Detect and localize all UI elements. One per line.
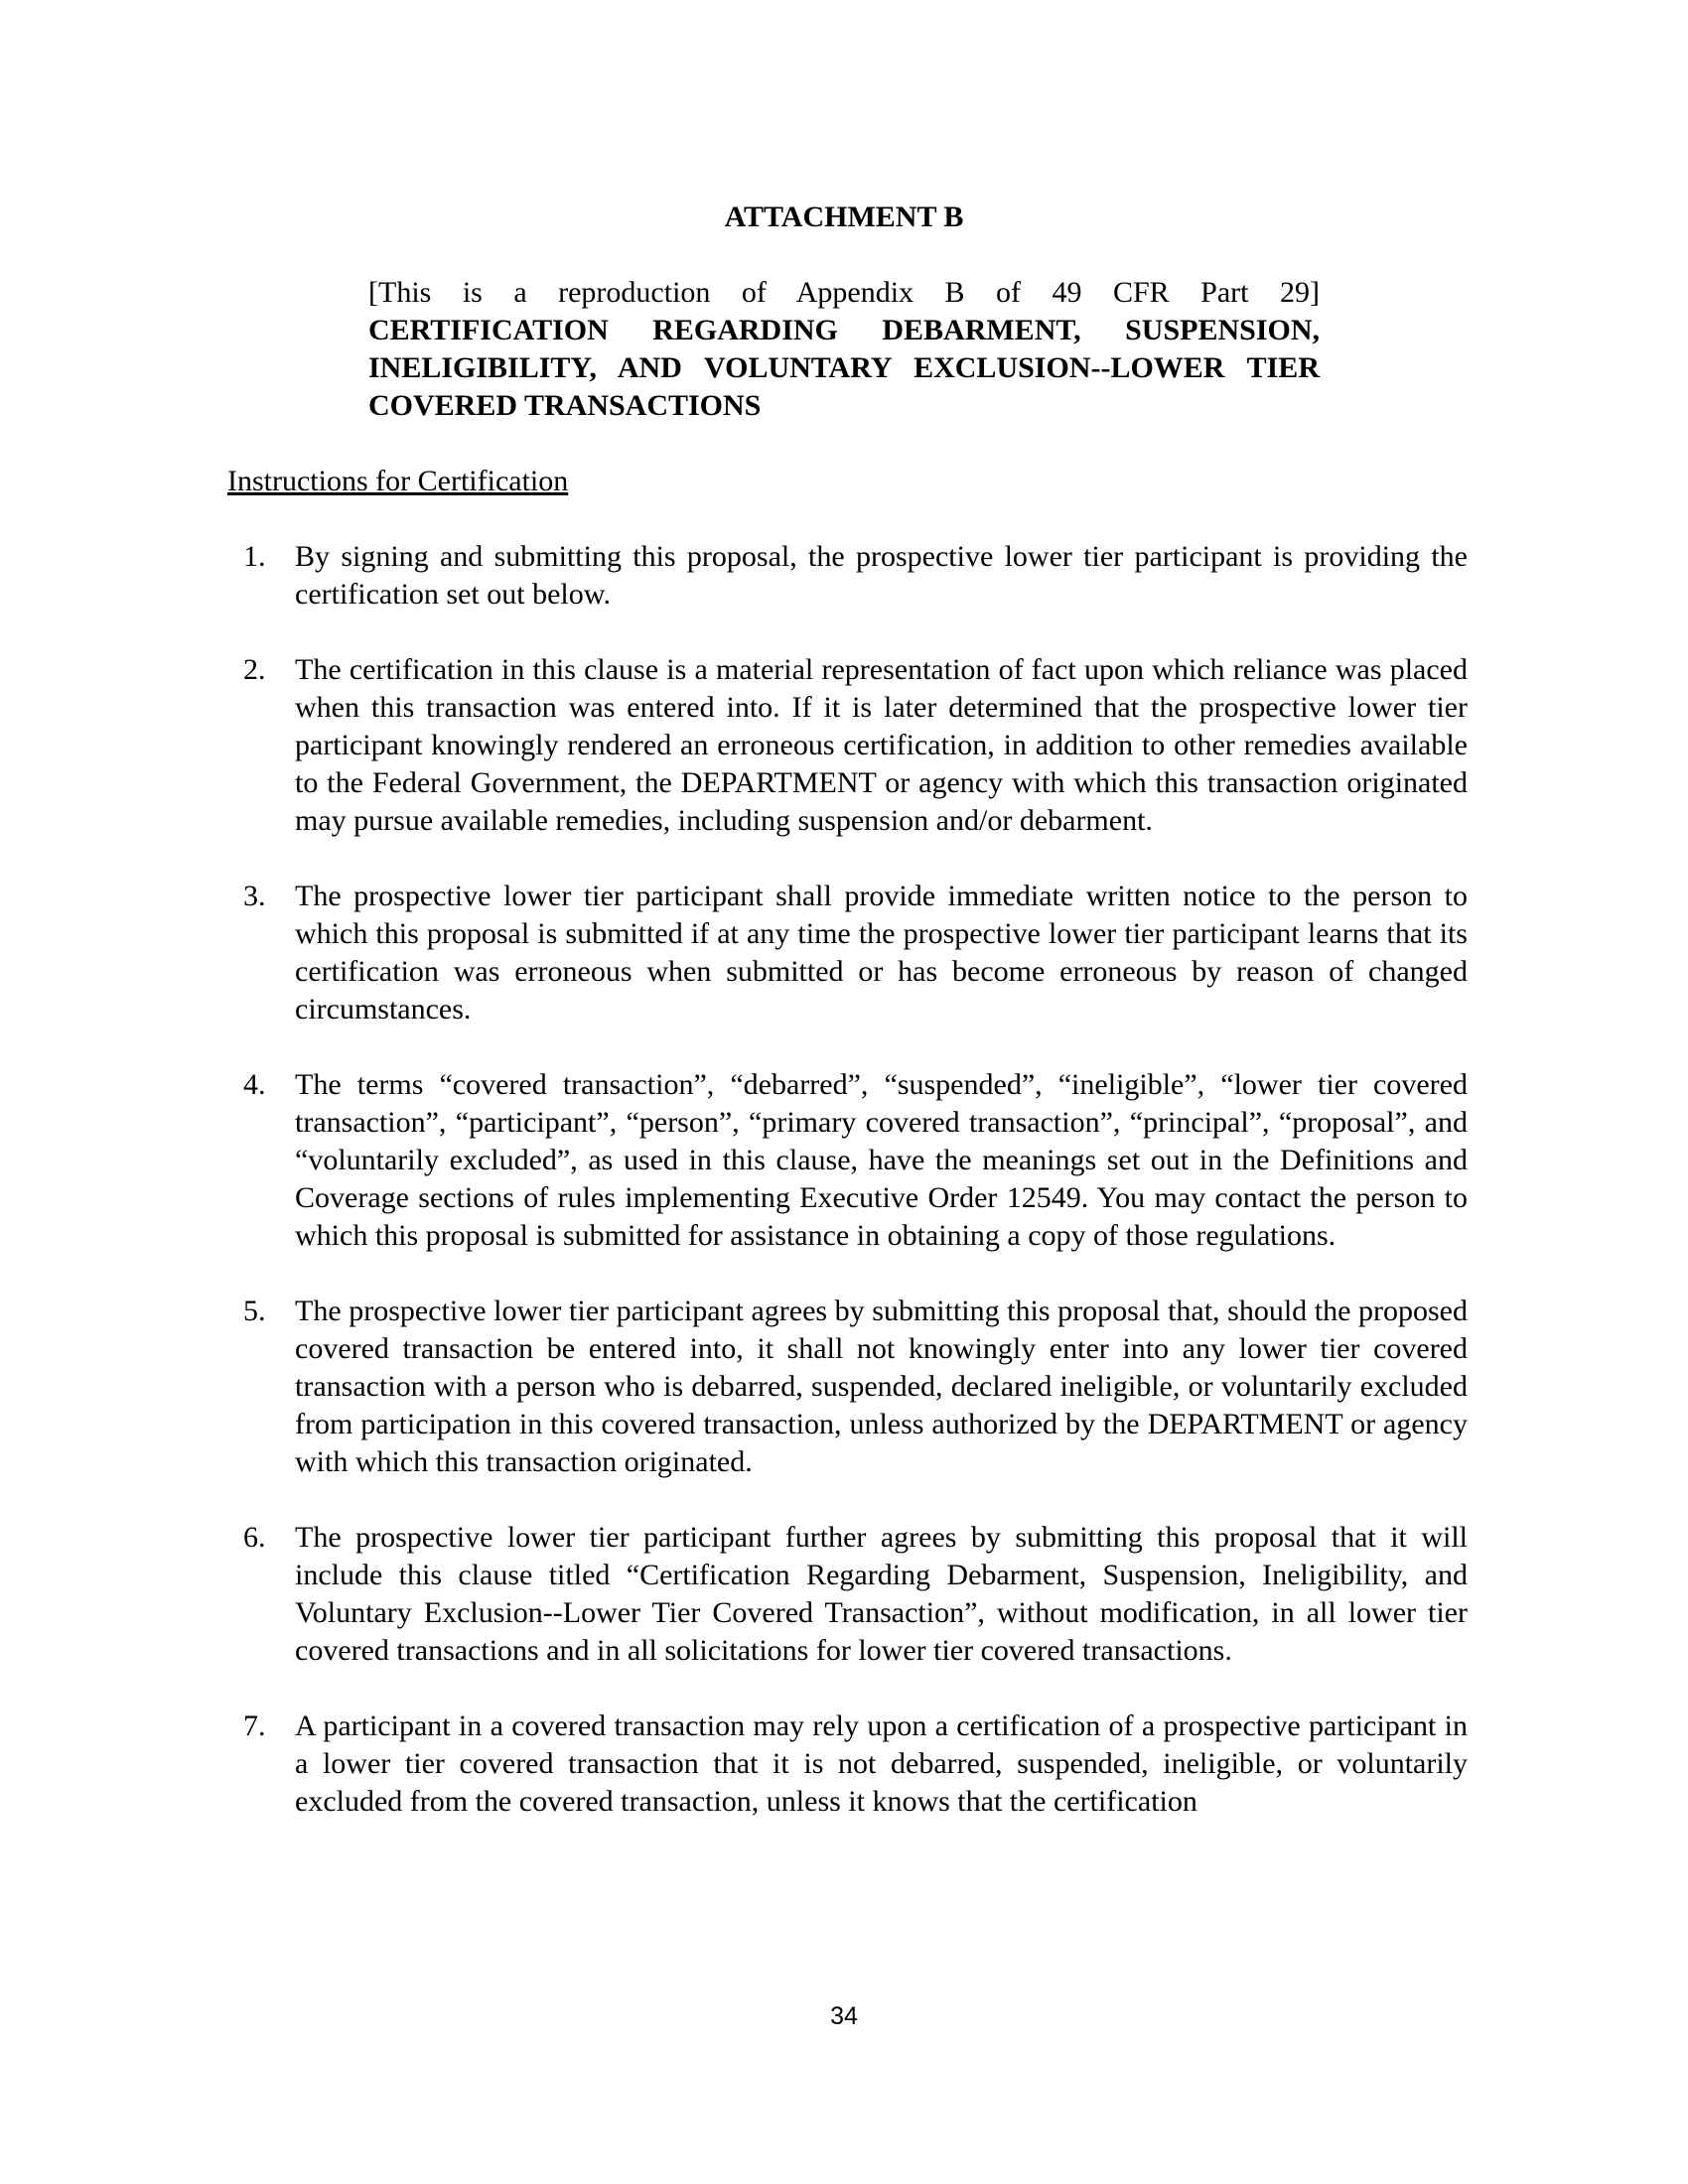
document-title: ATTACHMENT B <box>724 201 964 233</box>
instruction-number: 6. <box>243 1521 266 1554</box>
page-number: 34 <box>830 2002 858 2030</box>
certification-heading: CERTIFICATION REGARDING DEBARMENT, SUSPENSION, INELIGIBILITY, AND VOLUNTARY EXCLUSION--LOWER TIER COVERED TRANSACTIONS <box>368 314 1320 422</box>
instruction-number: 3. <box>243 880 266 912</box>
instruction-text: The prospective lower tier participant further agrees by submitting this proposal that it will include this clause titled “Certification Regarding Debarment, Suspension, Ineligibility, and Voluntary Exclusion--Lower Tier Covered Transaction”, without modification, in all lower tier covered transactions and in all solicitations for lower tier covered transactions. <box>295 1521 1468 1667</box>
instruction-number: 2. <box>243 653 266 686</box>
instruction-number: 1. <box>243 540 266 573</box>
instruction-item-4 <box>227 1066 1468 1255</box>
instruction-item-5 <box>227 1293 1468 1481</box>
instruction-text: A participant in a covered transaction may rely upon a certification of a prospective participant in a lower tier covered transaction that it is not debarred, suspended, ineligible, or voluntarily excluded from the covered transaction, unless it knows that the certification <box>295 1709 1468 1818</box>
instruction-item-6 <box>227 1519 1468 1670</box>
instruction-list <box>227 538 1468 1858</box>
appendix-note: [This is a reproduction of Appendix B of 49 CFR Part 29] <box>368 276 1320 309</box>
instruction-text: By signing and submitting this proposal, the prospective lower tier participant is providing the certification set out below. <box>295 540 1468 611</box>
instruction-item-3 <box>227 878 1468 1028</box>
instruction-item-2 <box>227 651 1468 840</box>
instruction-text: The terms “covered transaction”, “debarred”, “suspended”, “ineligible”, “lower tier covered transaction”, “participant”, “person”, “primary covered transaction”, “principal”, “proposal”, and “voluntarily excluded”, as used in this clause, have the meanings set out in the Definitions and Coverage sections of rules implementing Executive Order 12549. You may contact the person to which this proposal is submitted for assistance in obtaining a copy of those regulations. <box>295 1068 1468 1252</box>
appendix-block <box>368 274 1320 425</box>
instruction-number: 5. <box>243 1295 266 1327</box>
instruction-text: The prospective lower tier participant shall provide immediate written notice to the person to which this proposal is submitted if at any time the prospective lower tier participant learns that its certification was erroneous when submitted or has become erroneous by reason of changed circumstances. <box>295 880 1468 1025</box>
instruction-text: The prospective lower tier participant agrees by submitting this proposal that, should the proposed covered transaction be entered into, it shall not knowingly enter into any lower tier covered transaction with a person who is debarred, suspended, declared ineligible, or voluntarily excluded from participation in this covered transaction, unless authorized by the DEPARTMENT or agency with which this transaction originated. <box>295 1295 1468 1478</box>
instruction-item-7 <box>227 1707 1468 1821</box>
instruction-number: 7. <box>243 1709 266 1742</box>
instructions-heading: Instructions for Certification <box>227 465 569 497</box>
instruction-text: The certification in this clause is a material representation of fact upon which reliance was placed when this transaction was entered into. If it is later determined that the prospective lower tier participant knowingly rendered an erroneous certification, in addition to other remedies available to the Federal Government, the DEPARTMENT or agency with which this transaction originated may pursue available remedies, including suspension and/or debarment. <box>295 653 1468 837</box>
instruction-number: 4. <box>243 1068 266 1101</box>
instruction-item-1 <box>227 538 1468 614</box>
